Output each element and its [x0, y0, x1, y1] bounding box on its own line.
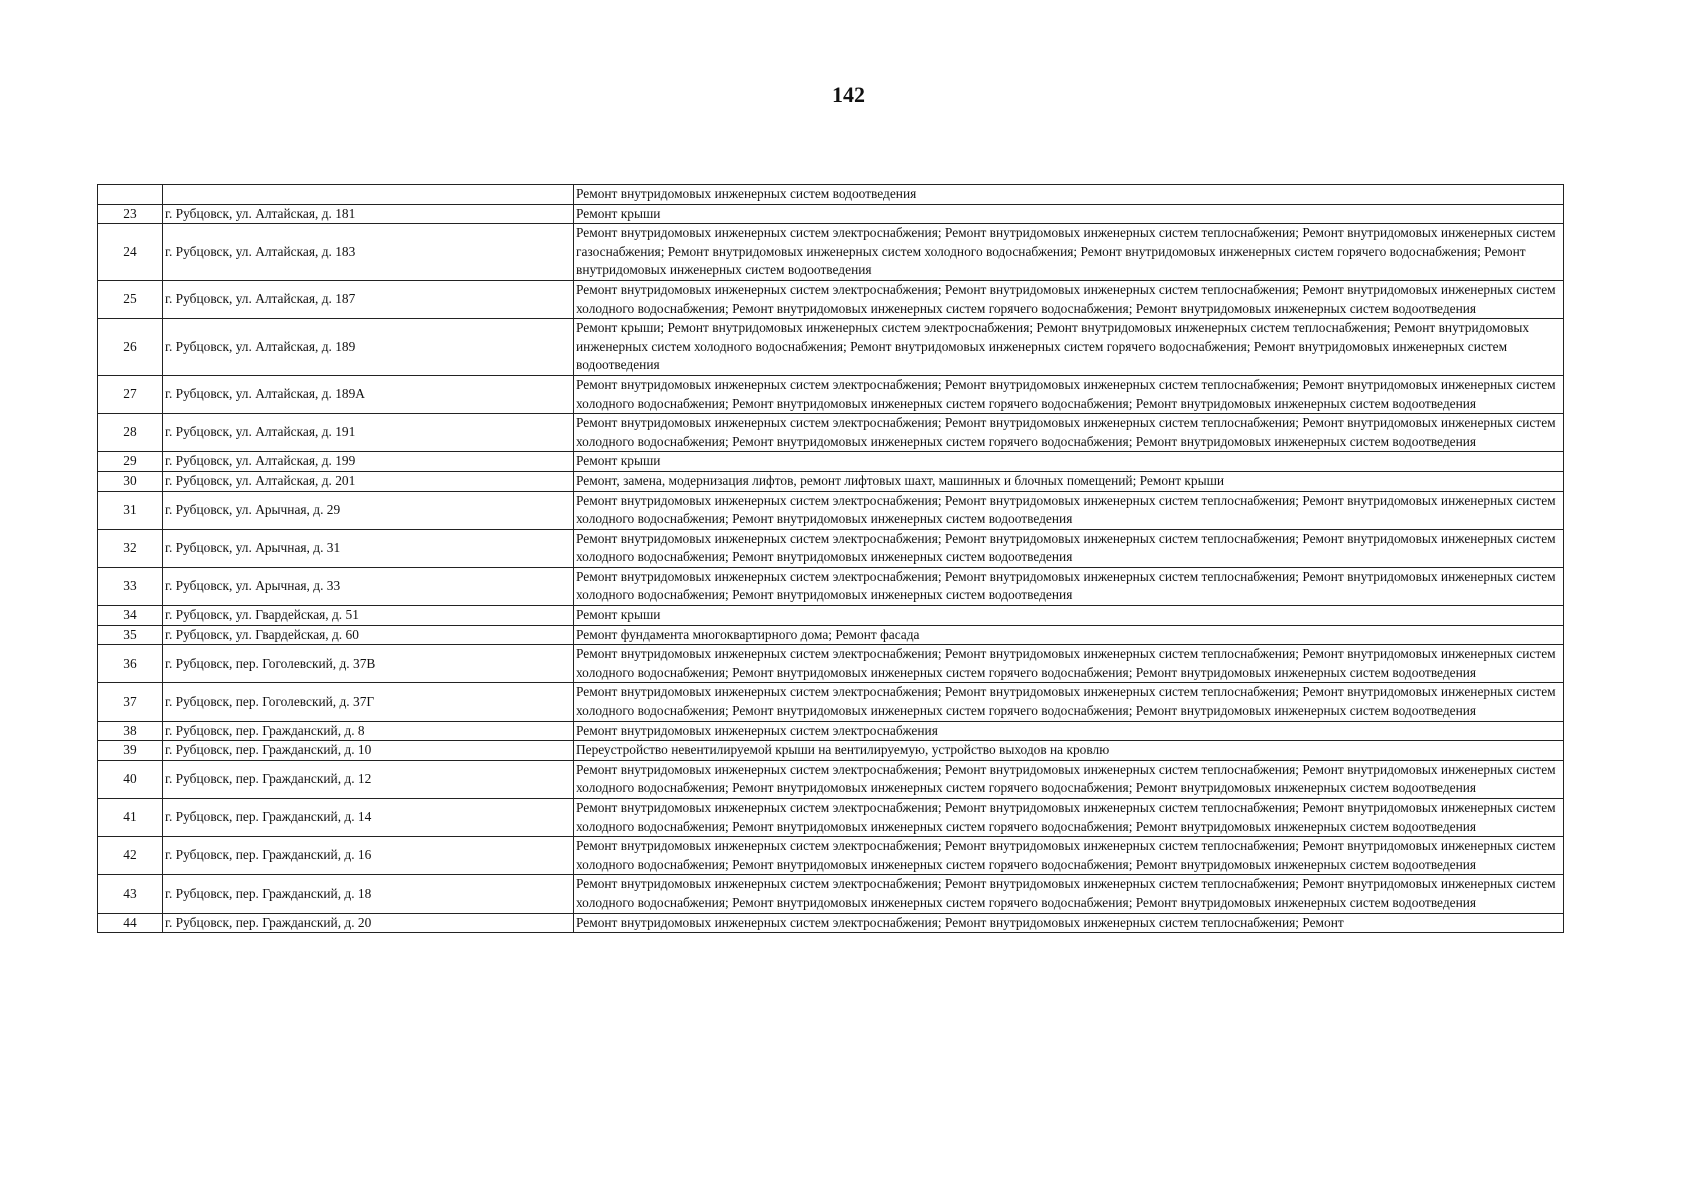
address-cell: г. Рубцовск, ул. Алтайская, д. 191	[163, 414, 574, 452]
address-cell: г. Рубцовск, пер. Гоголевский, д. 37В	[163, 645, 574, 683]
works-cell: Ремонт внутридомовых инженерных систем электроснабжения; Ремонт внутридомовых инженерных систем теплоснабжения; Ремонт внутридомовых инженерных систем холодного водоснабжения; Ремонт внутридомовых инженерных систем водоотведения	[574, 567, 1564, 605]
address-cell: г. Рубцовск, ул. Арычная, д. 29	[163, 491, 574, 529]
address-cell: г. Рубцовск, пер. Гражданский, д. 20	[163, 913, 574, 933]
table-row	[98, 471, 1564, 491]
table-row	[98, 721, 1564, 741]
table-row	[98, 741, 1564, 761]
works-table-body	[98, 185, 1564, 933]
address-cell: г. Рубцовск, ул. Арычная, д. 31	[163, 529, 574, 567]
table-row	[98, 760, 1564, 798]
row-number-cell: 29	[98, 452, 163, 472]
table-row	[98, 606, 1564, 626]
works-cell: Ремонт внутридомовых инженерных систем электроснабжения; Ремонт внутридомовых инженерных систем теплоснабжения; Ремонт внутридомовых инженерных систем холодного водоснабжения; Ремонт внутридомовых инженерных систем горячего водоснабжения; Ремонт внутридомовых инженерных систем водоотведения	[574, 645, 1564, 683]
table-row	[98, 224, 1564, 281]
row-number-cell: 24	[98, 224, 163, 281]
table-row	[98, 319, 1564, 376]
row-number-cell: 32	[98, 529, 163, 567]
table-row	[98, 491, 1564, 529]
address-cell: г. Рубцовск, пер. Гражданский, д. 8	[163, 721, 574, 741]
table-row	[98, 683, 1564, 721]
address-cell: г. Рубцовск, пер. Гражданский, д. 14	[163, 799, 574, 837]
works-cell: Ремонт внутридомовых инженерных систем электроснабжения; Ремонт внутридомовых инженерных систем теплоснабжения; Ремонт внутридомовых инженерных систем холодного водоснабжения; Ремонт внутридомовых инженерных систем горячего водоснабжения; Ремонт внутридомовых инженерных систем водоотведения	[574, 837, 1564, 875]
table-row	[98, 375, 1564, 413]
row-number-cell	[98, 185, 163, 205]
address-cell: г. Рубцовск, ул. Алтайская, д. 183	[163, 224, 574, 281]
table-row	[98, 567, 1564, 605]
address-cell: г. Рубцовск, пер. Гражданский, д. 16	[163, 837, 574, 875]
row-number-cell: 43	[98, 875, 163, 913]
table-row	[98, 875, 1564, 913]
row-number-cell: 28	[98, 414, 163, 452]
works-cell: Ремонт внутридомовых инженерных систем электроснабжения	[574, 721, 1564, 741]
works-cell: Ремонт крыши; Ремонт внутридомовых инженерных систем электроснабжения; Ремонт внутридомовых инженерных систем теплоснабжения; Ремонт внутридомовых инженерных систем холодного водоснабжения; Ремонт внутридомовых инженерных систем горячего водоснабжения; Ремонт внутридомовых инженерных систем водоотведения	[574, 319, 1564, 376]
table-row	[98, 913, 1564, 933]
row-number-cell: 30	[98, 471, 163, 491]
row-number-cell: 36	[98, 645, 163, 683]
works-cell: Ремонт внутридомовых инженерных систем электроснабжения; Ремонт внутридомовых инженерных систем теплоснабжения; Ремонт внутридомовых инженерных систем холодного водоснабжения; Ремонт внутридомовых инженерных систем горячего водоснабжения; Ремонт внутридомовых инженерных систем водоотведения	[574, 414, 1564, 452]
works-cell: Ремонт внутридомовых инженерных систем электроснабжения; Ремонт внутридомовых инженерных систем теплоснабжения; Ремонт внутридомовых инженерных систем газоснабжения; Ремонт внутридомовых инженерных систем холодного водоснабжения; Ремонт внутридомовых инженерных систем горячего водоснабжения; Ремонт внутридомовых инженерных систем водоотведения	[574, 224, 1564, 281]
table-row	[98, 452, 1564, 472]
address-cell: г. Рубцовск, ул. Алтайская, д. 199	[163, 452, 574, 472]
works-cell: Ремонт внутридомовых инженерных систем водоотведения	[574, 185, 1564, 205]
page-number: 142	[832, 82, 865, 107]
row-number-cell: 34	[98, 606, 163, 626]
table-row	[98, 837, 1564, 875]
works-cell: Ремонт внутридомовых инженерных систем электроснабжения; Ремонт внутридомовых инженерных систем теплоснабжения; Ремонт внутридомовых инженерных систем холодного водоснабжения; Ремонт внутридомовых инженерных систем горячего водоснабжения; Ремонт внутридомовых инженерных систем водоотведения	[574, 683, 1564, 721]
row-number-cell: 35	[98, 625, 163, 645]
row-number-cell: 33	[98, 567, 163, 605]
row-number-cell: 40	[98, 760, 163, 798]
table-row	[98, 529, 1564, 567]
works-cell: Ремонт внутридомовых инженерных систем электроснабжения; Ремонт внутридомовых инженерных систем теплоснабжения; Ремонт внутридомовых инженерных систем холодного водоснабжения; Ремонт внутридомовых инженерных систем водоотведения	[574, 491, 1564, 529]
row-number-cell: 26	[98, 319, 163, 376]
address-cell: г. Рубцовск, пер. Гражданский, д. 10	[163, 741, 574, 761]
table-row	[98, 645, 1564, 683]
table-row	[98, 799, 1564, 837]
row-number-cell: 23	[98, 204, 163, 224]
address-cell: г. Рубцовск, ул. Гвардейская, д. 51	[163, 606, 574, 626]
table-row	[98, 414, 1564, 452]
works-cell: Ремонт внутридомовых инженерных систем электроснабжения; Ремонт внутридомовых инженерных систем теплоснабжения; Ремонт	[574, 913, 1564, 933]
address-cell: г. Рубцовск, пер. Гоголевский, д. 37Г	[163, 683, 574, 721]
row-number-cell: 37	[98, 683, 163, 721]
row-number-cell: 27	[98, 375, 163, 413]
works-cell: Ремонт крыши	[574, 204, 1564, 224]
works-cell: Переустройство невентилируемой крыши на вентилируемую, устройство выходов на кровлю	[574, 741, 1564, 761]
works-table	[97, 184, 1564, 933]
address-cell: г. Рубцовск, ул. Алтайская, д. 189	[163, 319, 574, 376]
works-cell: Ремонт крыши	[574, 452, 1564, 472]
row-number-cell: 41	[98, 799, 163, 837]
address-cell: г. Рубцовск, ул. Алтайская, д. 187	[163, 280, 574, 318]
table-row	[98, 185, 1564, 205]
works-cell: Ремонт фундамента многоквартирного дома; Ремонт фасада	[574, 625, 1564, 645]
address-cell	[163, 185, 574, 205]
works-cell: Ремонт внутридомовых инженерных систем электроснабжения; Ремонт внутридомовых инженерных систем теплоснабжения; Ремонт внутридомовых инженерных систем холодного водоснабжения; Ремонт внутридомовых инженерных систем горячего водоснабжения; Ремонт внутридомовых инженерных систем водоотведения	[574, 875, 1564, 913]
works-cell: Ремонт внутридомовых инженерных систем электроснабжения; Ремонт внутридомовых инженерных систем теплоснабжения; Ремонт внутридомовых инженерных систем холодного водоснабжения; Ремонт внутридомовых инженерных систем горячего водоснабжения; Ремонт внутридомовых инженерных систем водоотведения	[574, 760, 1564, 798]
works-cell: Ремонт крыши	[574, 606, 1564, 626]
row-number-cell: 39	[98, 741, 163, 761]
row-number-cell: 25	[98, 280, 163, 318]
address-cell: г. Рубцовск, ул. Алтайская, д. 201	[163, 471, 574, 491]
address-cell: г. Рубцовск, ул. Алтайская, д. 189А	[163, 375, 574, 413]
table-row	[98, 204, 1564, 224]
works-cell: Ремонт внутридомовых инженерных систем электроснабжения; Ремонт внутридомовых инженерных систем теплоснабжения; Ремонт внутридомовых инженерных систем холодного водоснабжения; Ремонт внутридомовых инженерных систем горячего водоснабжения; Ремонт внутридомовых инженерных систем водоотведения	[574, 799, 1564, 837]
row-number-cell: 38	[98, 721, 163, 741]
address-cell: г. Рубцовск, пер. Гражданский, д. 18	[163, 875, 574, 913]
address-cell: г. Рубцовск, ул. Алтайская, д. 181	[163, 204, 574, 224]
address-cell: г. Рубцовск, ул. Арычная, д. 33	[163, 567, 574, 605]
row-number-cell: 44	[98, 913, 163, 933]
works-cell: Ремонт внутридомовых инженерных систем электроснабжения; Ремонт внутридомовых инженерных систем теплоснабжения; Ремонт внутридомовых инженерных систем холодного водоснабжения; Ремонт внутридомовых инженерных систем горячего водоснабжения; Ремонт внутридомовых инженерных систем водоотведения	[574, 375, 1564, 413]
works-cell: Ремонт, замена, модернизация лифтов, ремонт лифтовых шахт, машинных и блочных помещений; Ремонт крыши	[574, 471, 1564, 491]
row-number-cell: 42	[98, 837, 163, 875]
row-number-cell: 31	[98, 491, 163, 529]
works-cell: Ремонт внутридомовых инженерных систем электроснабжения; Ремонт внутридомовых инженерных систем теплоснабжения; Ремонт внутридомовых инженерных систем холодного водоснабжения; Ремонт внутридомовых инженерных систем горячего водоснабжения; Ремонт внутридомовых инженерных систем водоотведения	[574, 280, 1564, 318]
address-cell: г. Рубцовск, ул. Гвардейская, д. 60	[163, 625, 574, 645]
address-cell: г. Рубцовск, пер. Гражданский, д. 12	[163, 760, 574, 798]
works-cell: Ремонт внутридомовых инженерных систем электроснабжения; Ремонт внутридомовых инженерных систем теплоснабжения; Ремонт внутридомовых инженерных систем холодного водоснабжения; Ремонт внутридомовых инженерных систем водоотведения	[574, 529, 1564, 567]
table-row	[98, 625, 1564, 645]
table-row	[98, 280, 1564, 318]
